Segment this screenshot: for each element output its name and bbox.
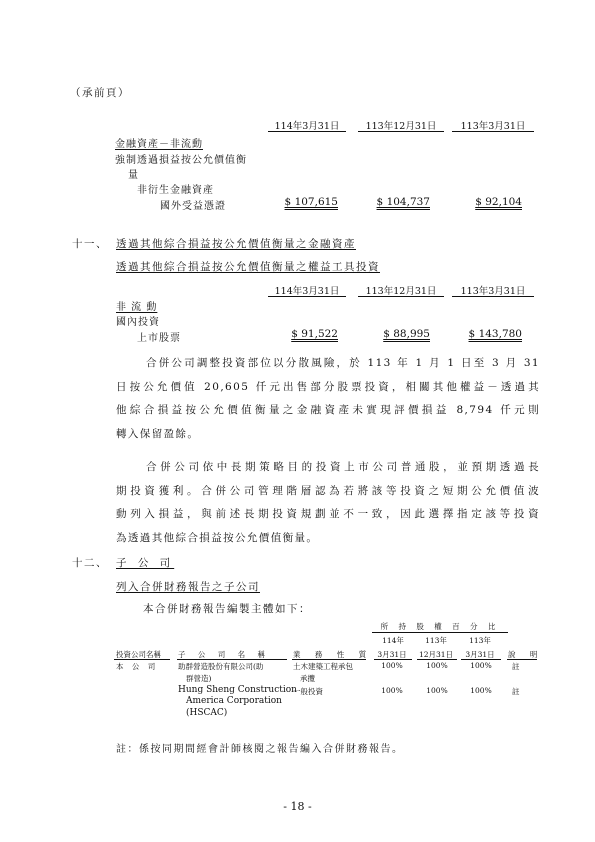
- section-12-title: 子 公 司: [116, 557, 175, 569]
- section-a-item1-line2: 量: [128, 170, 138, 181]
- row-pct-2: 100%: [426, 661, 448, 670]
- row-pct-3: 100%: [470, 686, 492, 695]
- col-d1-line2: 3月31日: [377, 650, 407, 659]
- col-d3-line1: 113年: [469, 636, 491, 645]
- continued-label: （承前頁）: [70, 87, 130, 99]
- section-11-subtitle: 透過其他綜合損益按公允價值衡量之權益工具投資: [116, 261, 380, 273]
- row-business-line1: 土木建築工程承包: [293, 662, 353, 671]
- col-subsidiary: 子 公 司 名 稱: [178, 650, 271, 659]
- section-11-value-3: $ 143,780: [468, 328, 522, 340]
- ownership-header: 所 持 股 權 百 分 比: [380, 622, 500, 631]
- paragraph-2: [116, 456, 540, 550]
- col-note: 說 明: [508, 650, 544, 659]
- paragraph-2-line: 合併公司依中長期策略目的投資上市公司普通股，並預期透過長: [146, 461, 540, 473]
- header-rule: [268, 131, 346, 132]
- table-header-rule: [417, 659, 457, 660]
- header-rule: [358, 296, 444, 297]
- section-a-item2: 非衍生金融資產: [137, 185, 214, 196]
- paragraph-1-line: 日按公允價值 20,605 仟元出售部分股票投資，相關其他權益－透過其: [116, 380, 540, 393]
- section-11-non-current: 非 流 動: [116, 302, 158, 313]
- date-header-3: 113年3月31日: [460, 121, 526, 132]
- date-header-1: 114年3月31日: [274, 121, 340, 132]
- table-header-rule: [374, 659, 412, 660]
- row-note: 註: [512, 687, 520, 696]
- table-header-rule: [461, 659, 501, 660]
- section-a-value-1: $ 107,615: [284, 196, 338, 208]
- section-a-item3: 國外受益憑證: [160, 201, 226, 212]
- page-number: - 18 -: [283, 800, 312, 813]
- row-investor: 本 公 司: [116, 662, 159, 671]
- ownership-header-rule: [372, 632, 508, 633]
- col-business: 業 務 性 質: [293, 650, 373, 659]
- date-header-2: 113年12月31日: [365, 286, 437, 297]
- date-header-3: 113年3月31日: [460, 286, 526, 297]
- table-header-rule: [507, 659, 537, 660]
- table-header-rule: [292, 659, 366, 660]
- table-header-rule: [177, 659, 287, 660]
- row-subsidiary-line2: America Corporation: [186, 696, 282, 706]
- section-11-value-1: $ 91,522: [291, 328, 338, 340]
- row-subsidiary-line2: 群營造): [186, 674, 212, 683]
- section-a-title: 金融資產－非流動: [115, 139, 203, 150]
- section-12-subtitle: 列入合併財務報告之子公司: [116, 581, 260, 593]
- section-a-value-3: $ 92,104: [475, 196, 522, 208]
- section-a-value-2: $ 104,737: [376, 196, 430, 208]
- paragraph-1: [116, 352, 540, 446]
- row-subsidiary-line1: Hung Sheng Construction: [178, 685, 297, 695]
- header-rule: [268, 296, 346, 297]
- paragraph-1-line: 他綜合損益按公允價值衡量之金融資產未實現評價損益 8,794 仟元則: [116, 404, 540, 416]
- paragraph-1-line: 合併公司調整投資部位以分散風險，於 113 年 1 月 1 日至 3 月 31: [146, 357, 540, 369]
- header-rule: [452, 296, 534, 297]
- row-pct-3: 100%: [470, 661, 492, 670]
- date-header-2: 113年12月31日: [365, 121, 437, 132]
- col-d2-line1: 113年: [425, 636, 447, 645]
- col-investor: 投資公司名稱: [116, 650, 161, 659]
- section-12-number: 十二、: [72, 557, 108, 569]
- col-d1-line1: 114年: [382, 636, 404, 645]
- row-business-line2: 承攬: [300, 674, 315, 683]
- section-11-title: 透過其他綜合損益按公允價值衡量之金融資產: [116, 238, 356, 250]
- col-d2-line2: 12月31日: [418, 650, 454, 659]
- section-11-value-2: $ 88,995: [383, 328, 430, 340]
- header-rule: [452, 131, 534, 132]
- row-pct-1: 100%: [381, 661, 403, 670]
- footnote: 註：係按同期間經會計師核閱之報告編入合併財務報告。: [116, 744, 404, 755]
- date-header-1: 114年3月31日: [274, 286, 340, 297]
- section-11-domestic: 國內投資: [116, 317, 160, 328]
- paragraph-2-line: 期投資獲利。合併公司管理階層認為若將該等投資之短期公允價值波: [116, 484, 540, 497]
- row-subsidiary-line3: (HSCAC): [186, 708, 228, 718]
- row-business-line1: 一般投資: [293, 687, 323, 696]
- row-subsidiary-line1: 助群營造股份有限公司(助: [178, 662, 264, 671]
- row-pct-2: 100%: [426, 686, 448, 695]
- section-11-number: 十一、: [72, 238, 108, 250]
- section-a-item1-line1: 強制透過損益按公允價值衡: [115, 155, 247, 166]
- section-12-intro: 本合併財務報告編製主體如下：: [143, 603, 311, 615]
- row-note: 註: [512, 662, 520, 671]
- header-rule: [358, 131, 444, 132]
- paragraph-2-line: 為透過其他綜合損益按公允價值衡量。: [116, 531, 319, 544]
- table-header-rule: [114, 659, 170, 660]
- col-d3-line2: 3月31日: [465, 650, 495, 659]
- section-11-listed: 上市股票: [137, 333, 181, 344]
- paragraph-2-line: 動列入損益，與前述長期投資規劃並不一致，因此選擇指定該等投資: [116, 508, 540, 520]
- paragraph-1-line: 轉入保留盈餘。: [116, 427, 200, 440]
- row-pct-1: 100%: [381, 686, 403, 695]
